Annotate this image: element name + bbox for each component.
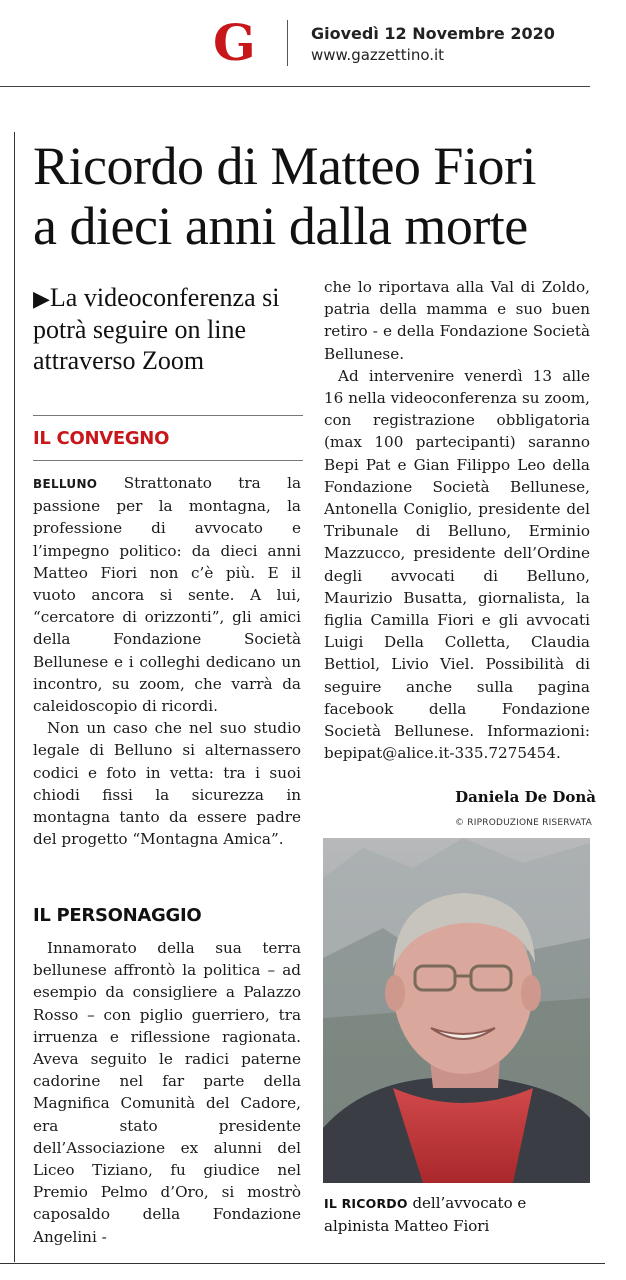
body-column-right <box>324 276 590 764</box>
photo-caption <box>324 1192 594 1237</box>
headline-line-2: a dieci anni dalla morte <box>33 196 528 256</box>
deck-text: La videoconferenza si potrà seguire on line attraverso Zoom <box>33 283 280 375</box>
headline-line-1: Ricordo di Matteo Fiori <box>33 136 536 196</box>
paragraph-2: Non un caso che nel suo studio legale di Belluno si alternassero codici e foto in vetta: tra i suoi chiodi fissi la sicurezza in montagna tanto da essere padre del progetto “Montagna Amica”. <box>33 719 301 849</box>
masthead-divider <box>0 86 590 87</box>
masthead-logo: G <box>213 13 256 72</box>
play-triangle-icon: ▶ <box>33 286 50 311</box>
deck <box>33 282 315 376</box>
byline: Daniela De Donà <box>455 788 596 806</box>
copyright-notice: © RIPRODUZIONE RISERVATA <box>455 818 592 828</box>
masthead-separator <box>287 20 288 66</box>
masthead-date: Giovedì 12 Novembre 2020 <box>311 24 555 43</box>
dateline: BELLUNO <box>33 477 98 491</box>
section-heading-convegno: IL CONVEGNO <box>33 428 170 449</box>
paragraph-3: Innamorato della sua terra bellunese affrontò la politica – ad esempio da consigliere a Palazzo Rosso – con piglio guerriero, tra irruenza e riflessione ragionata. Aveva seguito le radici paterne cadorine nel far parte della Magnifica Comunità del Cadore, era stato presidente dell’Associazione ex alunni del Liceo Tiziano, fu giudice nel Premio Pelmo d’Oro, si mostrò caposaldo della Fondazione Angelini - <box>33 939 301 1246</box>
article-left-rule <box>14 132 15 1262</box>
paragraph-1: Strattonato tra la passione per la montagna, la professione di avvocato e l’impegno politico: da dieci anni Matteo Fiori non c’è più. E il vuoto ancora si sente. A lui, “cercatore di orizzonti”, gli amici della Fondazione Società Bellunese e i colleghi dedicano un incontro, su zoom, che varrà da caleidoscopio di ricordi. <box>33 474 302 716</box>
body-column-left-bottom <box>33 937 301 1248</box>
page-bottom-rule <box>0 1263 605 1264</box>
paragraph-5: Ad intervenire venerdì 13 alle 16 nella videoconferenza su zoom, con registrazione obbligatoria (max 100 partecipanti) saranno Bepi Pat e Gian Filippo Leo della Fondazione Società Bellunese, Antonella Coniglio, presidente del Tribunale di Belluno, Erminio Mazzucco, presidente dell’Ordine degli avvocati di Belluno, Maurizio Busatta, giornalista, la figlia Camilla Fiori e gli avvocati Luigi Della Colletta, Claudia Bettiol, Livio Viel. Possibilità di seguire anche sulla pagina facebook della Fondazione Società Bellunese. Informazioni: bepipat@alice.it-335.7275454. <box>324 366 590 763</box>
headline <box>33 136 593 256</box>
caption-text: dell’avvocato e alpinista Matteo Fiori <box>324 1194 527 1235</box>
masthead-website: www.gazzettino.it <box>311 46 445 64</box>
portrait-photo <box>323 838 590 1183</box>
paragraph-4: che lo riportava alla Val di Zoldo, patria della mamma e suo buen retiro - e della Fondazione Società Bellunese. <box>324 278 590 363</box>
section-heading-personaggio: IL PERSONAGGIO <box>33 905 202 926</box>
section-rule-bottom <box>33 460 303 461</box>
caption-lead: IL RICORDO <box>324 1196 408 1211</box>
section-rule-top <box>33 415 303 416</box>
body-column-left-top <box>33 472 301 850</box>
